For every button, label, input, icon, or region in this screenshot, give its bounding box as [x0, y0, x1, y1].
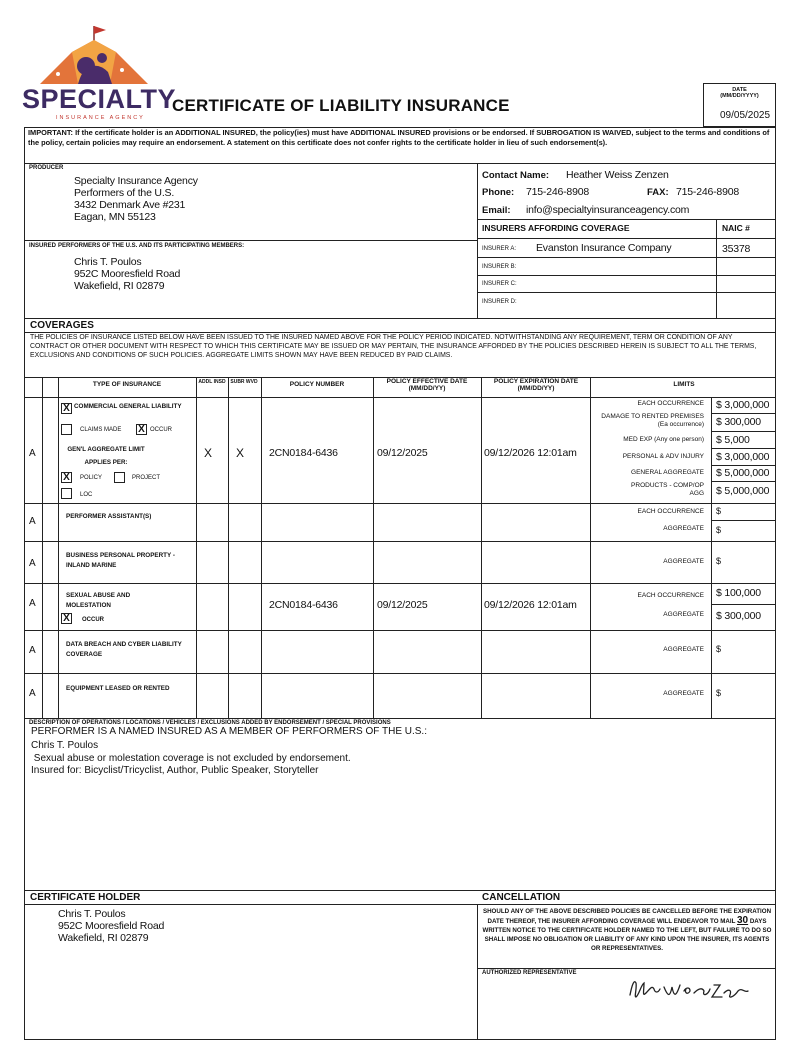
cgl-exp: 09/12/2026 12:01am: [484, 447, 577, 459]
sam-limit-label-2: AGGREGATE: [663, 611, 704, 618]
cancellation-title: CANCELLATION: [482, 892, 561, 903]
description-line-2: Chris T. Poulos: [31, 740, 99, 751]
limit-label-2: DAMAGE TO RENTED PREMISES (Ea occurrence): [601, 413, 704, 428]
naic-label: NAIC #: [722, 223, 750, 233]
sam-eff: 09/12/2025: [377, 599, 428, 611]
description-label: DESCRIPTION OF OPERATIONS / LOCATIONS / VEHICLES / EXCLUSIONS ADDED BY ENDORSEMENT / SPECIAL PROVISIONS: [29, 720, 391, 726]
cancellation-text-2: DAYS WRITTEN NOTICE TO THE CERTIFICATE HOLDER NAMED TO THE LEFT, BUT FAILURE TO DO SO SHALL IMPOSE NO OBLIGATION OR LIABILITY OF ANY KIND UPON THE INSURER, ITS AGENTS OR REPRESENTATIVES.: [482, 918, 772, 952]
insurer-a-name: Evanston Insurance Company: [536, 242, 672, 254]
col-subr: SUBR WVD: [230, 379, 258, 385]
cgl-subr: X: [236, 446, 245, 460]
cgl-eff: 09/12/2025: [377, 447, 428, 459]
col-eff: POLICY EFFECTIVE DATE (MM/DD/YY): [386, 378, 468, 392]
agg-title: GEN'L AGGREGATE LIMIT APPLIES PER:: [67, 446, 145, 466]
cyber-limit-label: AGGREGATE: [663, 646, 704, 653]
loc-checkbox[interactable]: [61, 488, 72, 499]
cgl-title: COMMERCIAL GENERAL LIABILITY: [74, 403, 182, 410]
sam-exp: 09/12/2026 12:01am: [484, 599, 577, 611]
col-addl: ADDL INSD: [198, 379, 226, 385]
sam-limit-value-2: $ 300,000: [716, 610, 761, 622]
cgl-ltr: A: [29, 448, 36, 459]
performer-ltr: A: [29, 516, 36, 527]
contact-fax-label: FAX:: [647, 187, 669, 198]
bpp-limit-label: AGGREGATE: [663, 558, 704, 565]
description-line-3: Sexual abuse or molestation coverage is not excluded by endorsement.: [31, 753, 351, 764]
insured-line-2: 952C Mooresfield Road: [74, 268, 181, 280]
sam-occur-checkbox[interactable]: X: [61, 613, 72, 624]
insured-heading: PERFORMERS OF THE U.S. AND ITS PARTICIPATING MEMBERS:: [58, 243, 245, 249]
cancellation-text: [482, 907, 772, 953]
insurer-c-label: INSURER C:: [482, 281, 517, 287]
producer-line-1: Specialty Insurance Agency: [74, 175, 198, 187]
bpp-limit-value: $: [716, 556, 722, 566]
coverages-statement: THE POLICIES OF INSURANCE LISTED BELOW HAVE BEEN ISSUED TO THE INSURED NAMED ABOVE FOR THE POLICY PERIOD INDICATED. NOTWITHSTANDING ANY REQUIREMENT, TERM OR CONDITION OF ANY CONTRACT OR OTHER DOCUMENT WITH RESPECT TO WHICH THIS CERTIFICATE MAY BE ISSUED OR MAY PERTAIN, THE INSURANCE AFFORDED BY THE POLICIES DESCRIBED HEREIN IS SUBJECT TO ALL THE TERMS, EXCLUSIONS AND CONDITIONS OF SUCH POLICIES. AGGREGATE LIMITS SHOWN MAY HAVE BEEN REDUCED BY PAID CLAIMS.: [30, 334, 757, 359]
description-line-1: PERFORMER IS A NAMED INSURED AS A MEMBER OF PERFORMERS OF THE U.S.:: [31, 726, 427, 737]
cyber-title: DATA BREACH AND CYBER LIABILITY COVERAGE: [66, 641, 182, 658]
contact-phone: 715-246-8908: [526, 186, 589, 198]
sam-occur-label: OCCUR: [82, 617, 104, 623]
contact-name-label: Contact Name:: [482, 170, 550, 181]
cyber-ltr: A: [29, 645, 36, 656]
equipment-limit-value: $: [716, 688, 722, 698]
cgl-checkbox[interactable]: X: [61, 403, 72, 414]
project-label: PROJECT: [132, 475, 161, 481]
insurer-d-label: INSURER D:: [482, 299, 517, 305]
limit-value-4: $ 3,000,000: [716, 451, 770, 463]
contact-email: info@specialtyinsuranceagency.com: [526, 204, 690, 216]
logo-tent-icon: [22, 22, 167, 90]
limit-label-5: GENERAL AGGREGATE: [631, 469, 704, 476]
col-exp: POLICY EXPIRATION DATE (MM/DD/YY): [493, 378, 579, 392]
cyber-limit-value: $: [716, 644, 722, 654]
signature: [624, 975, 754, 1003]
insurer-a-naic: 35378: [722, 243, 751, 255]
performer-title: PERFORMER ASSISTANT(S): [66, 513, 152, 520]
holder-title: CERTIFICATE HOLDER: [30, 892, 141, 903]
important-notice: IMPORTANT: If the certificate holder is an ADDITIONAL INSURED, the policy(ies) must have ADDITIONAL INSURED provisions or be endorsed. If SUBROGATION IS WAIVED, subject to the terms and conditions of the policy, certain policies may require an endorsement. A statement on this certificate does not confer rights to the certificate holder in lieu of such endorsement(s).: [28, 128, 770, 147]
insured-line-1: Chris T. Poulos: [74, 256, 142, 268]
producer-line-4: Eagan, MN 55123: [74, 211, 156, 223]
holder-line-3: Wakefield, RI 02879: [58, 932, 149, 944]
auth-rep-label: AUTHORIZED REPRESENTATIVE: [482, 970, 577, 976]
col-limits: LIMITS: [673, 381, 695, 388]
equipment-ltr: A: [29, 688, 36, 699]
limit-label-1: EACH OCCURRENCE: [637, 400, 704, 407]
contact-fax: 715-246-8908: [676, 186, 739, 198]
performer-limit-value-1: $: [716, 506, 722, 516]
producer-line-3: 3432 Denmark Ave #231: [74, 199, 186, 211]
limit-value-1: $ 3,000,000: [716, 399, 770, 411]
limit-value-2: $ 300,000: [716, 416, 761, 428]
occur-label: OCCUR: [150, 427, 172, 433]
contact-phone-label: Phone:: [482, 187, 515, 198]
performer-limit-label-1: EACH OCCURRENCE: [637, 508, 704, 515]
producer-label: PRODUCER: [29, 165, 64, 171]
claims-made-label: CLAIMS MADE: [80, 427, 122, 433]
sam-title: SEXUAL ABUSE AND MOLESTATION: [66, 592, 131, 609]
insurer-b-label: INSURER B:: [482, 264, 517, 270]
policy-checkbox[interactable]: X: [61, 472, 72, 483]
contact-name: Heather Weiss Zenzen: [566, 169, 669, 181]
sam-ltr: A: [29, 598, 36, 609]
page-title: CERTIFICATE OF LIABILITY INSURANCE: [172, 96, 510, 115]
logo-subtext: INSURANCE AGENCY: [56, 115, 145, 121]
project-checkbox[interactable]: [114, 472, 125, 483]
bpp-title: BUSINESS PERSONAL PROPERTY - INLAND MARINE: [66, 552, 175, 569]
col-policy: POLICY NUMBER: [289, 381, 345, 388]
logo: [22, 22, 177, 122]
limit-label-4: PERSONAL & ADV INJURY: [622, 453, 704, 460]
description-line-4: Insured for: Bicyclist/Tricyclist, Author, Public Speaker, Storyteller: [31, 765, 319, 776]
cgl-addl: X: [204, 446, 213, 460]
loc-label: LOC: [80, 492, 93, 498]
holder-line-2: 952C Mooresfield Road: [58, 920, 165, 932]
insured-label: INSURED: [29, 243, 57, 249]
date-label: DATE (MM/DD/YYYY): [720, 87, 759, 99]
cancellation-days: 30: [736, 915, 749, 926]
limit-value-3: $ 5,000: [716, 434, 750, 446]
insurer-a-label: INSURER A:: [482, 246, 517, 252]
limit-label-6: PRODUCTS - COMP/OP AGG: [631, 482, 704, 497]
claims-made-checkbox[interactable]: [61, 424, 72, 435]
cgl-policy-number: 2CN0184-6436: [269, 447, 338, 459]
col-type: TYPE OF INSURANCE: [92, 381, 162, 388]
policy-label: POLICY: [80, 475, 103, 481]
limit-label-3: MED EXP (Any one person): [623, 436, 704, 443]
sam-limit-label-1: EACH OCCURRENCE: [637, 592, 704, 599]
performer-limit-value-2: $: [716, 525, 722, 535]
sam-policy-number: 2CN0184-6436: [269, 599, 338, 611]
limit-value-5: $ 5,000,000: [716, 467, 770, 479]
contact-email-label: Email:: [482, 205, 511, 216]
equipment-limit-label: AGGREGATE: [663, 690, 704, 697]
holder-line-1: Chris T. Poulos: [58, 908, 126, 920]
coverages-title: COVERAGES: [30, 320, 94, 331]
producer-line-2: Performers of the U.S.: [74, 187, 175, 199]
date-value: 09/05/2025: [720, 110, 771, 121]
cancellation-text-1: SHOULD ANY OF THE ABOVE DESCRIBED POLICIES BE CANCELLED BEFORE THE EXPIRATION DATE THEREOF, THE INSURER AFFORDING COVERAGE WILL ENDEAVOR TO MAIL: [482, 908, 772, 925]
logo-text: SPECIALTY: [22, 84, 177, 114]
sam-limit-value-1: $ 100,000: [716, 587, 761, 599]
insured-line-3: Wakefield, RI 02879: [74, 280, 165, 292]
equipment-title: EQUIPMENT LEASED OR RENTED: [66, 685, 170, 692]
insurers-heading: INSURERS AFFORDING COVERAGE: [482, 223, 630, 233]
performer-limit-label-2: AGGREGATE: [663, 525, 704, 532]
occur-checkbox[interactable]: X: [136, 424, 147, 435]
bpp-ltr: A: [29, 558, 36, 569]
limit-value-6: $ 5,000,000: [716, 485, 770, 497]
